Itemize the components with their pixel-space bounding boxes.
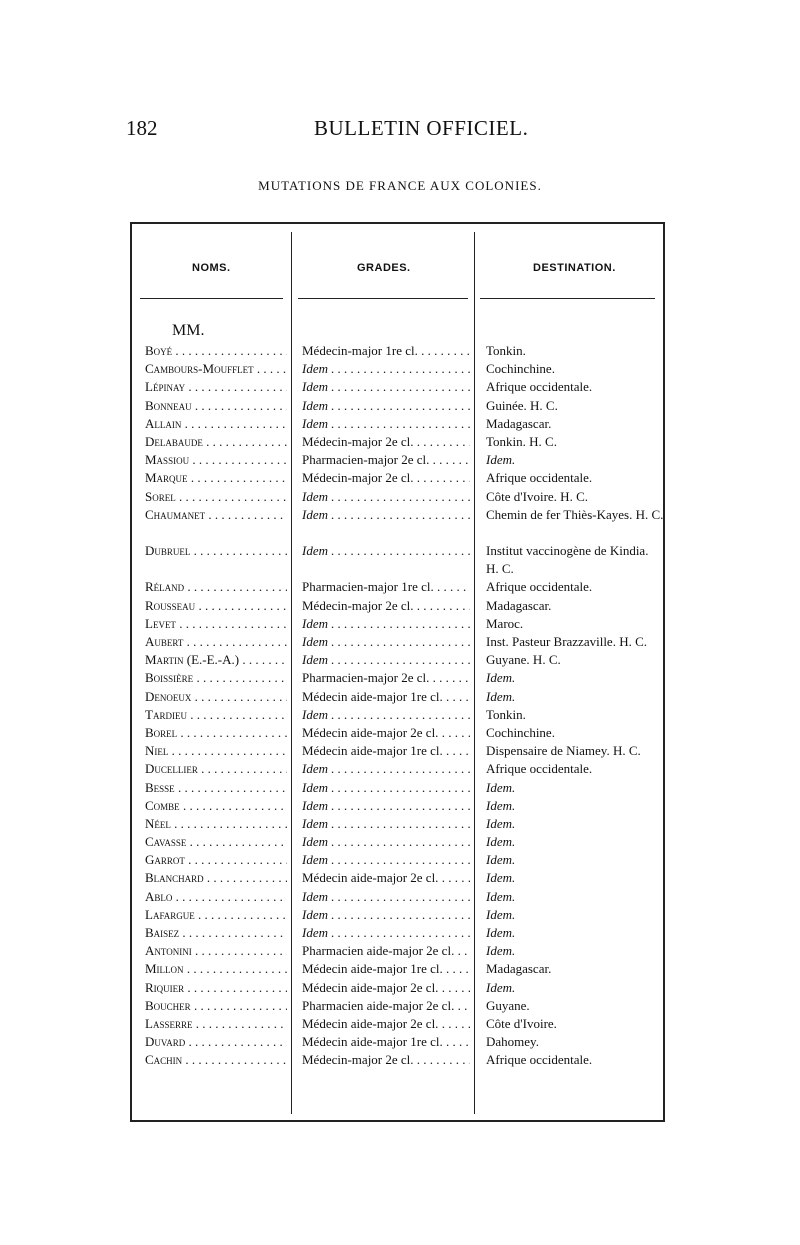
row-destination: Madagascar. — [486, 961, 552, 977]
table-row — [0, 615, 800, 633]
table-row — [0, 542, 800, 578]
row-destination: Madagascar. — [486, 415, 552, 431]
row-grade: Idem . . . — [302, 797, 470, 815]
row-grade: Médecin aide-major 2e cl. . . . — [302, 1015, 470, 1033]
row-destination: Cochinchine. — [486, 361, 555, 377]
row-name: Besse . . . — [145, 779, 287, 797]
row-destination: Chemin de fer Thiès-Kayes. H. C. — [486, 506, 664, 522]
row-destination: Guyane. H. C. — [486, 652, 561, 668]
row-name: Garrot . . . — [145, 851, 287, 869]
row-destination: Idem. — [486, 688, 516, 704]
row-name: Niel . . . — [145, 742, 287, 760]
row-destination: Dahomey. — [486, 1034, 539, 1050]
table-row — [0, 578, 800, 596]
row-name: Cambours-Moufflet . . . — [145, 360, 287, 378]
table-row — [0, 342, 800, 360]
row-name: Chaumanet . . . — [145, 506, 287, 524]
row-destination: Tonkin. — [486, 706, 526, 722]
row-destination: Afrique occidentale. — [486, 470, 593, 486]
row-name: Antonini . . . — [145, 942, 287, 960]
table-row — [0, 651, 800, 669]
row-grade: Pharmacien aide-major 2e cl. . . . — [302, 997, 470, 1015]
row-destination: Idem. — [486, 452, 516, 468]
row-name: Allain . . . — [145, 415, 287, 433]
page-number: 182 — [126, 116, 158, 140]
row-name: Lépinay . . . — [145, 378, 287, 396]
row-name: Ablo . . . — [145, 888, 287, 906]
mm-prefix: MM. — [172, 322, 205, 339]
row-destination: Idem. — [486, 815, 516, 831]
row-destination: Afrique occidentale. — [486, 761, 593, 777]
row-name: Delabaude . . . — [145, 433, 287, 451]
column-header-noms: NOMS. — [192, 262, 231, 274]
row-grade: Idem . . . — [302, 651, 470, 669]
row-destination: Tonkin. — [486, 343, 526, 358]
row-grade: Médecin aide-major 2e cl. . . . — [302, 979, 470, 997]
row-grade: Idem . . . — [302, 397, 470, 415]
row-name: Boyé . . . — [145, 342, 287, 360]
row-destination: Idem. — [486, 943, 516, 959]
row-destination: Idem. — [486, 906, 516, 922]
row-destination: Inst. Pasteur Brazzaville. H. C. — [486, 634, 648, 650]
column-header-grades: GRADES. — [357, 262, 411, 274]
row-grade: Idem . . . — [302, 706, 470, 724]
row-destination: Institut vaccinogène de Kindia. H. C. — [486, 543, 649, 577]
table-row — [0, 633, 800, 651]
table-title: MUTATIONS DE FRANCE AUX COLONIES. — [258, 178, 542, 193]
row-grade: Idem . . . — [302, 760, 470, 778]
row-grade: Idem . . . — [302, 360, 470, 378]
row-grade: Idem . . . — [302, 851, 470, 869]
table-row — [0, 469, 800, 487]
row-destination: Cochinchine. — [486, 724, 555, 740]
table-row — [0, 797, 800, 815]
row-name: Néel . . . — [145, 815, 287, 833]
row-destination: Côte d'Ivoire. H. C. — [486, 488, 588, 504]
table-row — [0, 415, 800, 433]
row-grade: Idem . . . — [302, 779, 470, 797]
row-grade: Idem . . . — [302, 488, 470, 506]
row-name: Dubruel . . . — [145, 542, 287, 560]
table-row — [0, 742, 800, 760]
row-grade: Médecin-major 2e cl. . . . — [302, 433, 470, 451]
row-name: Boissière . . . — [145, 669, 287, 687]
row-name: Blanchard . . . — [145, 869, 287, 887]
table-row — [0, 360, 800, 378]
table-row — [0, 851, 800, 869]
table-row — [0, 906, 800, 924]
row-destination: Idem. — [486, 852, 516, 868]
table-row — [0, 1015, 800, 1033]
row-grade: Pharmacien-major 1re cl. . . . — [302, 578, 470, 596]
header-rule-noms — [140, 298, 283, 299]
row-destination: Guinée. H. C. — [486, 397, 558, 413]
running-title: BULLETIN OFFICIEL. — [314, 116, 529, 140]
row-grade: Idem . . . — [302, 924, 470, 942]
row-destination: Idem. — [486, 779, 516, 795]
row-grade: Médecin aide-major 2e cl. . . . — [302, 724, 470, 742]
row-destination: Afrique occidentale. — [486, 579, 593, 595]
table-row — [0, 779, 800, 797]
table-row — [0, 724, 800, 742]
column-header-destination: DESTINATION. — [533, 262, 616, 274]
row-grade: Médecin aide-major 1re cl. . . . — [302, 960, 470, 978]
table-row — [0, 979, 800, 997]
row-destination: Afrique occidentale. — [486, 1052, 593, 1068]
header-rule-grades — [298, 298, 468, 299]
table-body — [0, 342, 800, 1070]
row-grade: Pharmacien-major 2e cl. . . . — [302, 669, 470, 687]
row-grade: Idem . . . — [302, 888, 470, 906]
row-grade: Médecin-major 1re cl. . . . — [302, 342, 470, 360]
table-row — [0, 833, 800, 851]
table-row — [0, 378, 800, 396]
row-name: Rousseau . . . — [145, 597, 287, 615]
row-destination: Côte d'Ivoire. — [486, 1015, 557, 1031]
table-row — [0, 688, 800, 706]
table-row — [0, 706, 800, 724]
row-grade: Idem . . . — [302, 506, 470, 524]
table-row — [0, 942, 800, 960]
row-grade: Idem . . . — [302, 833, 470, 851]
row-name: Ducellier . . . — [145, 760, 287, 778]
table-row — [0, 397, 800, 415]
row-name: Borel . . . — [145, 724, 287, 742]
row-name: Baisez . . . — [145, 924, 287, 942]
row-name: Millon . . . — [145, 960, 287, 978]
row-name: Martin (E.-E.-A.) . . . — [145, 651, 287, 669]
row-destination: Dispensaire de Niamey. H. C. — [486, 743, 641, 759]
row-name: Lafargue . . . — [145, 906, 287, 924]
row-destination: Tonkin. H. C. — [486, 433, 557, 449]
header-rule-destination — [480, 298, 655, 299]
table-row — [0, 869, 800, 887]
row-destination: Idem. — [486, 870, 516, 886]
row-name: Aubert . . . — [145, 633, 287, 651]
table-row — [0, 597, 800, 615]
table-row — [0, 760, 800, 778]
row-grade: Médecin aide-major 2e cl. . . . — [302, 869, 470, 887]
row-destination: Idem. — [486, 670, 516, 686]
table-row — [0, 669, 800, 687]
row-name: Riquier . . . — [145, 979, 287, 997]
row-grade: Médecin-major 2e cl. . . . — [302, 1051, 470, 1069]
table-row — [0, 815, 800, 833]
row-grade: Idem . . . — [302, 378, 470, 396]
table-row — [0, 960, 800, 978]
row-grade: Médecin-major 2e cl. . . . — [302, 597, 470, 615]
row-destination: Maroc. — [486, 615, 524, 631]
row-destination: Afrique occidentale. — [486, 379, 593, 395]
table-row — [0, 488, 800, 506]
row-destination: Idem. — [486, 834, 516, 850]
row-destination: Idem. — [486, 888, 516, 904]
row-grade: Pharmacien-major 2e cl. . . . — [302, 451, 470, 469]
row-destination: Madagascar. — [486, 597, 552, 613]
table-row — [0, 924, 800, 942]
table-row — [0, 1033, 800, 1051]
row-grade: Médecin aide-major 1re cl. . . . — [302, 1033, 470, 1051]
row-name: Combe . . . — [145, 797, 287, 815]
row-name: Denoeux . . . — [145, 688, 287, 706]
row-grade: Médecin-major 2e cl. . . . — [302, 469, 470, 487]
row-name: Duvard . . . — [145, 1033, 287, 1051]
row-name: Levet . . . — [145, 615, 287, 633]
row-destination: Idem. — [486, 979, 516, 995]
table-row — [0, 1051, 800, 1069]
row-destination: Idem. — [486, 797, 516, 813]
row-name: Cachin . . . — [145, 1051, 287, 1069]
table-row — [0, 997, 800, 1015]
row-name: Massiou . . . — [145, 451, 287, 469]
row-name: Réland . . . — [145, 578, 287, 596]
row-name: Marque . . . — [145, 469, 287, 487]
row-destination: Idem. — [486, 925, 516, 941]
row-grade: Médecin aide-major 1re cl. . . . — [302, 688, 470, 706]
row-grade: Idem . . . — [302, 542, 470, 560]
row-grade: Idem . . . — [302, 415, 470, 433]
row-name: Lasserre . . . — [145, 1015, 287, 1033]
table-row — [0, 506, 800, 542]
row-name: Sorel . . . — [145, 488, 287, 506]
row-name: Boucher . . . — [145, 997, 287, 1015]
row-destination: Guyane. — [486, 997, 530, 1013]
row-grade: Idem . . . — [302, 906, 470, 924]
row-grade: Idem . . . — [302, 815, 470, 833]
table-row — [0, 433, 800, 451]
table-row — [0, 888, 800, 906]
table-row — [0, 451, 800, 469]
row-grade: Idem . . . — [302, 633, 470, 651]
row-grade: Médecin aide-major 1re cl. . . . — [302, 742, 470, 760]
row-grade: Idem . . . — [302, 615, 470, 633]
row-name: Tardieu . . . — [145, 706, 287, 724]
row-name: Bonneau . . . — [145, 397, 287, 415]
row-grade: Pharmacien aide-major 2e cl. . . . — [302, 942, 470, 960]
row-name: Cavasse . . . — [145, 833, 287, 851]
